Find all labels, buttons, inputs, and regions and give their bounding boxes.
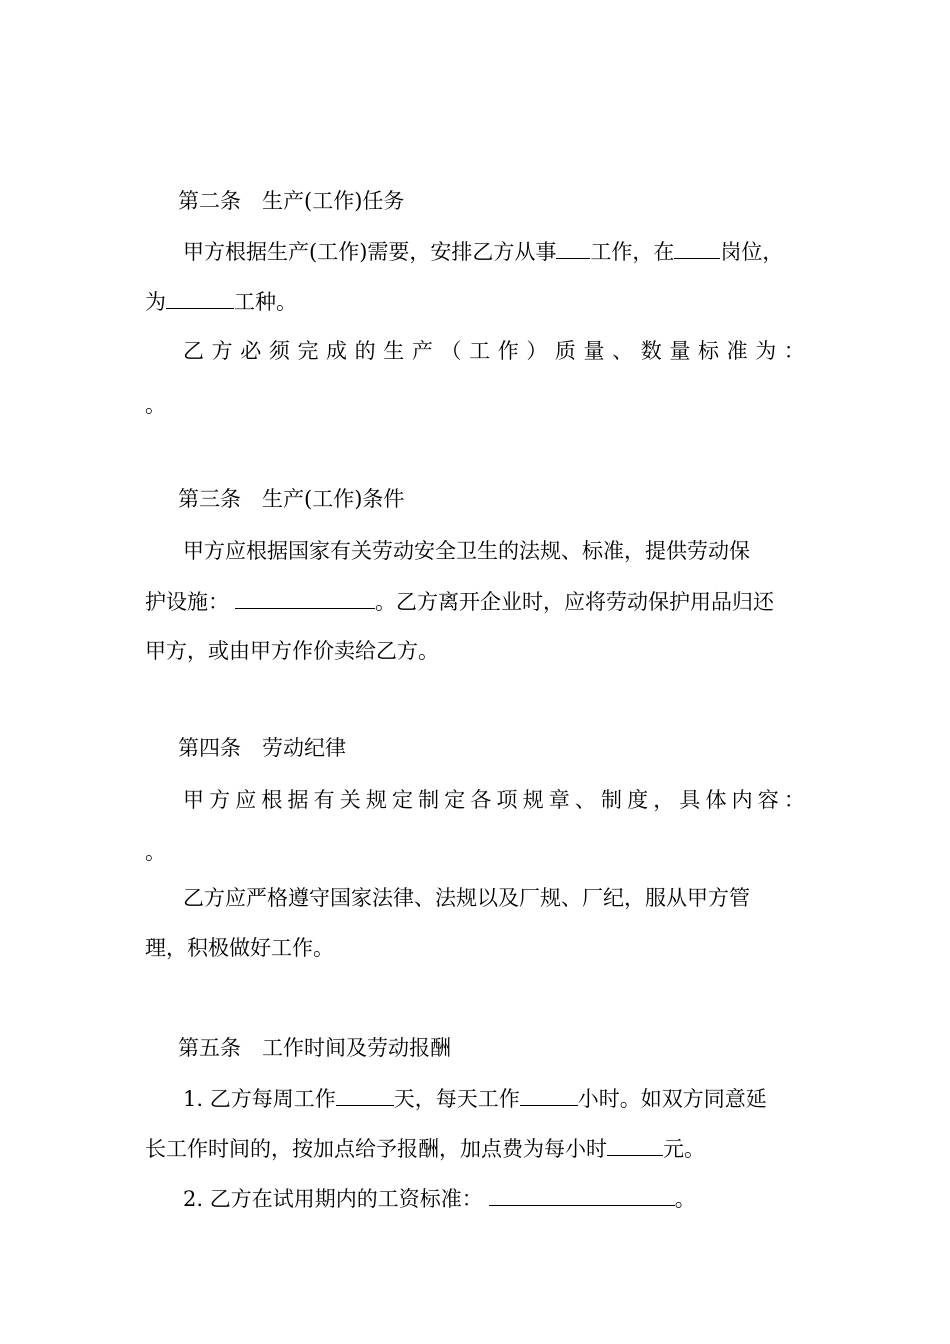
char: 方 bbox=[211, 339, 233, 363]
article-3-heading: 第三条 生产(工作)条件 bbox=[178, 487, 405, 511]
text-segment: 工种。 bbox=[234, 290, 297, 314]
text-segment: 。 bbox=[674, 1187, 696, 1211]
article-5-item-2 bbox=[183, 1183, 843, 1213]
article-4-heading: 第四条 劳动纪律 bbox=[178, 736, 346, 760]
article-4-paragraph-1-line-2: 。 bbox=[145, 840, 166, 864]
char: 各 bbox=[470, 788, 492, 812]
char: 章 bbox=[548, 788, 570, 812]
char: 生 bbox=[383, 339, 405, 363]
char: 标 bbox=[697, 339, 719, 363]
fill-blank bbox=[489, 1183, 675, 1206]
char: 甲 bbox=[183, 788, 204, 812]
char: 制 bbox=[418, 788, 440, 812]
char: 准 bbox=[726, 339, 748, 363]
fill-blank bbox=[556, 236, 590, 259]
text-segment: 2. 乙方在试用期内的工资标准： bbox=[183, 1187, 483, 1211]
char: 必 bbox=[240, 339, 262, 363]
char: 制 bbox=[601, 788, 622, 812]
article-2-paragraph-2-line-2: 。 bbox=[145, 393, 166, 417]
char: 体 bbox=[705, 788, 727, 812]
char: 度 bbox=[627, 788, 649, 812]
text-segment: 为 bbox=[145, 290, 166, 314]
text-segment: 护设施： bbox=[145, 590, 229, 614]
text-segment: 甲方根据生产(工作)需要，安排乙方从事 bbox=[183, 240, 557, 264]
article-2-paragraph-1-line-1 bbox=[183, 236, 843, 266]
article-3-paragraph-1-line-3: 甲方，或由甲方作价卖给乙方。 bbox=[145, 639, 439, 663]
article-5-heading: 第五条 工作时间及劳动报酬 bbox=[178, 1036, 451, 1060]
char: ： bbox=[783, 339, 805, 363]
char: 须 bbox=[268, 339, 290, 363]
char: 成 bbox=[326, 339, 348, 363]
char: 根 bbox=[261, 788, 283, 812]
char: 内 bbox=[731, 788, 753, 812]
char: 具 bbox=[679, 788, 701, 812]
text-segment: 工作，在 bbox=[590, 240, 675, 264]
char: 、 bbox=[574, 788, 596, 812]
char: 作 bbox=[497, 339, 519, 363]
article-5-item-1-line-1 bbox=[183, 1083, 843, 1113]
char: 定 bbox=[392, 788, 413, 812]
char: 量 bbox=[583, 339, 605, 363]
text-segment: 元。 bbox=[663, 1137, 705, 1161]
char: 定 bbox=[444, 788, 466, 812]
char: 为 bbox=[755, 339, 777, 363]
article-5-item-1-line-2 bbox=[145, 1133, 805, 1163]
char: 规 bbox=[365, 788, 387, 812]
article-2-paragraph-2-line-1 bbox=[183, 336, 805, 366]
char: 的 bbox=[354, 339, 376, 363]
char: 质 bbox=[554, 339, 576, 363]
article-4-paragraph-2-line-1: 乙方应严格遵守国家法律、法规以及厂规、厂纪，服从甲方管 bbox=[183, 886, 750, 910]
char: ， bbox=[653, 788, 675, 812]
char: 据 bbox=[287, 788, 309, 812]
char: 产 bbox=[411, 339, 433, 363]
char: 规 bbox=[522, 788, 544, 812]
fill-blank bbox=[674, 236, 720, 259]
article-4-paragraph-1-line-1 bbox=[183, 785, 805, 815]
text-segment: 小时。如双方同意延 bbox=[577, 1087, 767, 1111]
char: 方 bbox=[209, 788, 231, 812]
fill-blank bbox=[520, 1083, 578, 1106]
article-2-heading: 第二条 生产(工作)任务 bbox=[178, 189, 405, 213]
char: 应 bbox=[235, 788, 257, 812]
char: 关 bbox=[339, 788, 361, 812]
text-segment: 1. 乙方每周工作 bbox=[183, 1087, 336, 1111]
char: 工 bbox=[469, 339, 491, 363]
char: 乙 bbox=[183, 339, 204, 363]
char: 数 bbox=[640, 339, 662, 363]
char: 项 bbox=[496, 788, 518, 812]
text-segment: 。乙方离开企业时，应将劳动保护用品归还 bbox=[375, 590, 774, 614]
article-4-paragraph-2-line-2: 理，积极做好工作。 bbox=[145, 936, 334, 960]
char: 、 bbox=[612, 339, 634, 363]
fill-blank bbox=[235, 586, 375, 609]
fill-blank bbox=[336, 1083, 394, 1106]
char: 容 bbox=[757, 788, 779, 812]
fill-blank bbox=[607, 1133, 663, 1156]
char: 量 bbox=[669, 339, 691, 363]
char: 完 bbox=[297, 339, 319, 363]
char: ： bbox=[783, 788, 805, 812]
text-segment: 岗位， bbox=[720, 240, 784, 264]
char: 有 bbox=[313, 788, 335, 812]
text-segment: 长工作时间的，按加点给予报酬，加点费为每小时 bbox=[145, 1137, 607, 1161]
article-3-paragraph-1-line-2 bbox=[145, 586, 805, 616]
article-3-paragraph-1-line-1: 甲方应根据国家有关劳动安全卫生的法规、标准，提供劳动保 bbox=[183, 539, 750, 563]
fill-blank bbox=[166, 286, 234, 309]
text-segment: 天，每天工作 bbox=[393, 1087, 520, 1111]
article-2-paragraph-1-line-2 bbox=[145, 286, 805, 316]
char: （ bbox=[440, 339, 462, 363]
char: ） bbox=[526, 339, 548, 363]
